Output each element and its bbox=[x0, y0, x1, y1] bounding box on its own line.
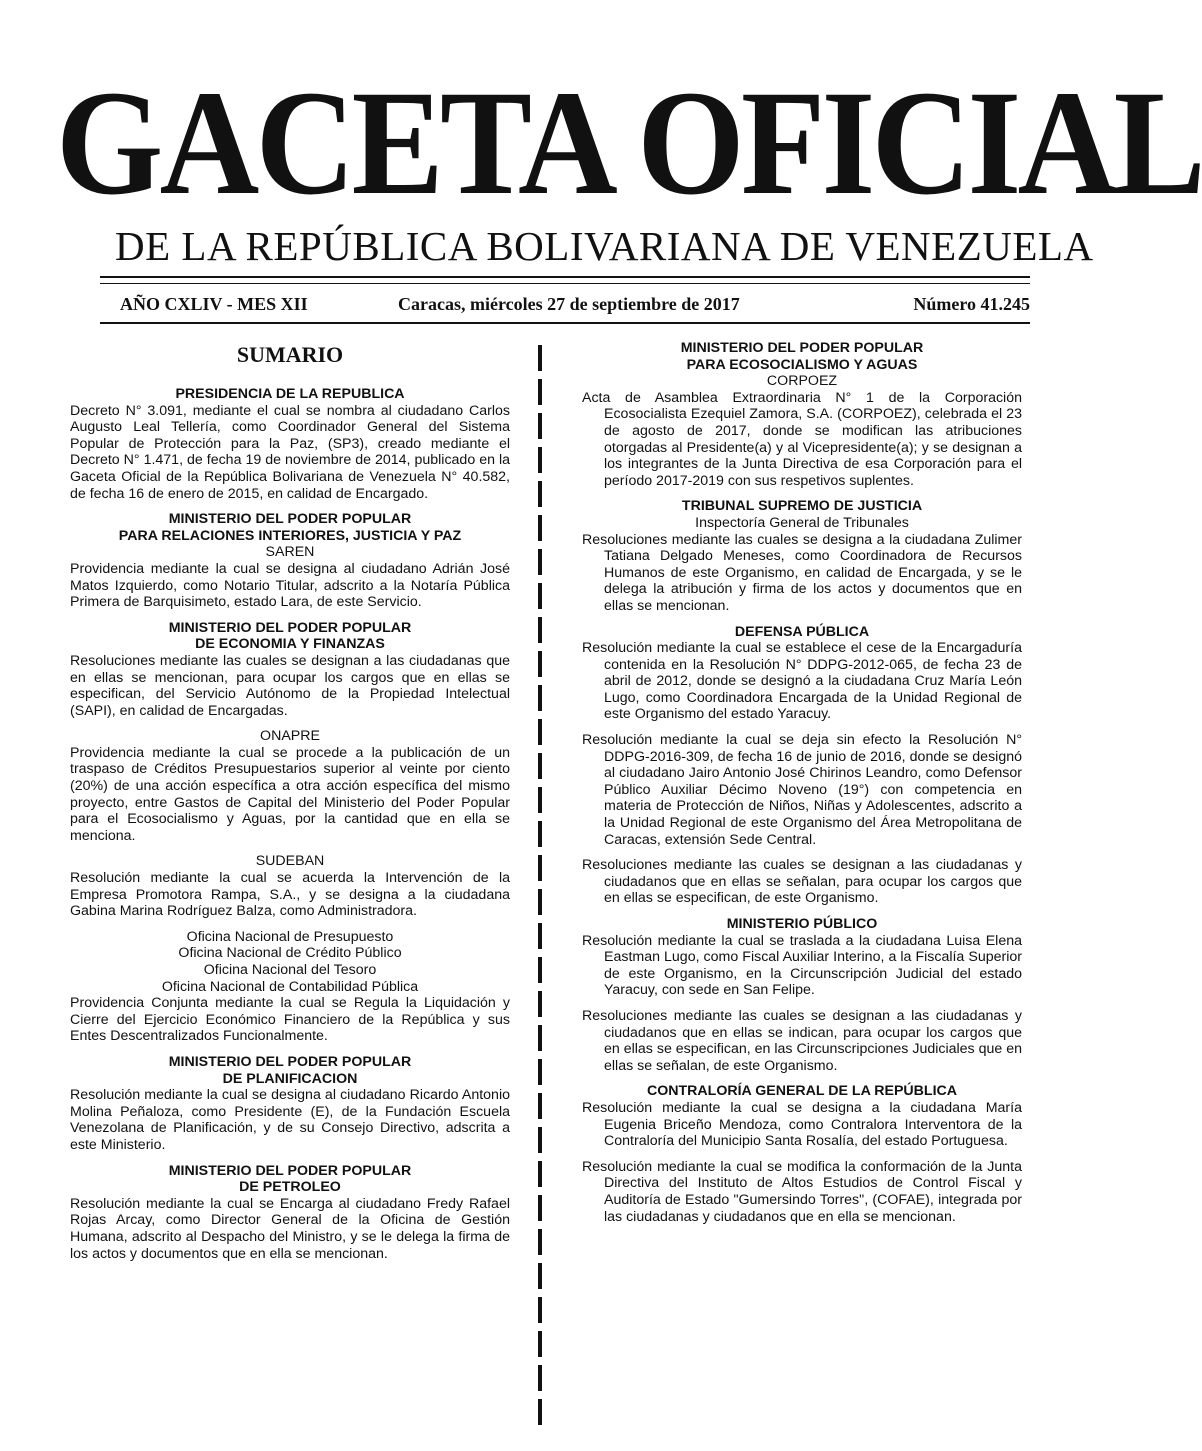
issue-number: Número 41.245 bbox=[913, 294, 1030, 314]
section-subheading: CORPOEZ bbox=[766, 373, 838, 390]
sumario-entry: Resolución mediante la cual se establece el cese de la Encargaduría contenida en la Resolución N° DDPG-2012-065, de fecha 23 de abril de 2012, donde se designó a la ciudadana Cruz María León Lugo, como Coordinadora Encargada de la Unidad Regional de este Organismo del estado Yaracuy. bbox=[582, 640, 1022, 723]
top-rule-thin bbox=[100, 283, 1030, 284]
sumario-section bbox=[70, 853, 510, 919]
sumario-section bbox=[582, 340, 1022, 489]
top-rule bbox=[100, 276, 1030, 278]
sumario-entry: Acta de Asamblea Extraordinaria N° 1 de la Corporación Ecosocialista Ezequiel Zamora, S.A. (CORPOEZ), celebrada el 23 de agosto de 2017, donde se modifican las atribuciones otorgadas al Presidente(a) y al Vicepresidente(a); y se designan a los integrantes de la Junta Directiva de esa Corporación para el período 2017-2019 con sus respetivos suplentes. bbox=[582, 389, 1022, 489]
sumario-section bbox=[70, 728, 510, 844]
section-heading: MINISTERIO DEL PODER POPULAR DE ECONOMIA Y FINANZAS bbox=[168, 619, 412, 653]
sumario-section bbox=[582, 624, 1022, 908]
section-heading: MINISTERIO PÚBLICO bbox=[726, 916, 878, 932]
section-subheading: SUDEBAN bbox=[255, 853, 325, 870]
section-heading: MINISTERIO DEL PODER POPULAR DE PLANIFICACION bbox=[168, 1053, 412, 1087]
sumario-section bbox=[582, 498, 1022, 614]
gazette-subtitle: DE LA REPÚBLICA BOLIVARIANA DE VENEZUELA bbox=[115, 223, 1094, 269]
sumario-entry: Resolución mediante la cual se traslada a la ciudadana Luisa Elena Eastman Lugo, como Fiscal Auxiliar Interino, a la Fiscalía Superior de este Organismo, en la Circunscripción Judicial del estado Yaracuy, con sede en San Felipe. bbox=[582, 932, 1022, 999]
sumario-section bbox=[70, 929, 510, 1045]
sumario-entry: Decreto N° 3.091, mediante el cual se nombra al ciudadano Carlos Augusto Leal Tellería, como Coordinador General del Sistema Popular de Protección para la Paz, (SP3), creado mediante el Decreto N° 1.471, de fecha 19 de noviembre de 2014, publicado en la Gaceta Oficial de la República Bolivariana de Venezuela N° 40.582, de fecha 16 de enero de 2015, en calidad de Encargado. bbox=[70, 402, 510, 502]
sumario-entry: Resolución mediante la cual se deja sin efecto la Resolución N° DDPG-2016-309, de fecha 16 de junio de 2016, donde se designó al ciudadano Jairo Antonio José Chirinos Leandro, como Defensor Público Auxiliar Décimo Noveno (19°) con competencia en materia de Protección de Niños, Niñas y Adolescentes, adscrito a la Unidad Regional de este Organismo del Área Metropolitana de Caracas, extensión Sede Central. bbox=[582, 732, 1022, 848]
section-subheading: SAREN bbox=[265, 544, 315, 561]
sumario-entry: Resoluciones mediante las cuales se designan a las ciudadanas y ciudadanos que en ellas se indican, para ocupar los cargos que en ellas se especifican, en las Circunscripciones Judiciales que en ellas se señalan, de este Organismo. bbox=[582, 1007, 1022, 1074]
dateline bbox=[120, 294, 1030, 324]
section-subheading: Inspectoría General de Tribunales bbox=[695, 514, 909, 531]
section-heading: MINISTERIO DEL PODER POPULAR DE PETROLEO bbox=[168, 1162, 412, 1196]
sumario-title: SUMARIO bbox=[236, 342, 344, 367]
section-subheading: ONAPRE bbox=[260, 728, 320, 745]
sumario-section bbox=[70, 620, 510, 720]
section-heading: CONTRALORÍA GENERAL DE LA REPÚBLICA bbox=[646, 1083, 958, 1100]
right-column bbox=[582, 340, 1022, 1234]
sumario-entry: Resoluciones mediante las cuales se designan a las ciudadanas y ciudadanos que en ellas se señalan, para ocupar los cargos que en ellas se especifican, de este Organismo. bbox=[582, 857, 1022, 907]
sumario-entry: Resolución mediante la cual se acuerda la Intervención de la Empresa Promotora Rampa, S.A., y se designa a la ciudadana Gabina Marina Rodríguez Balza, como Administradora. bbox=[70, 870, 510, 920]
section-heading: DEFENSA PÚBLICA bbox=[734, 623, 870, 640]
section-heading: MINISTERIO DEL PODER POPULAR PARA ECOSOCIALISMO Y AGUAS bbox=[680, 340, 924, 373]
issue-year: AÑO CXLIV - MES XII bbox=[120, 294, 308, 314]
sumario-entry: Providencia mediante la cual se designa al ciudadano Adrián José Matos Izquierdo, como Notario Titular, adscrito a la Notaría Pública Primera de Barquisimeto, estado Lara, de este Servicio. bbox=[70, 560, 510, 611]
section-subheading: Oficina Nacional de Presupuesto Oficina Nacional de Crédito Público Oficina Nacional del Tesoro Oficina Nacional de Contabilidad Pública bbox=[161, 928, 419, 995]
sumario-section bbox=[582, 916, 1022, 1074]
sumario-entry: Resolución mediante la cual se designa a la ciudadana María Eugenia Briceño Mendoza, como Contralora Interventora de la Contraloría del Municipio Santa Rosalía, del estado Portuguesa. bbox=[582, 1099, 1022, 1150]
section-heading: PRESIDENCIA DE LA REPUBLICA bbox=[175, 386, 405, 402]
section-heading: MINISTERIO DEL PODER POPULAR PARA RELACIONES INTERIORES, JUSTICIA Y PAZ bbox=[118, 511, 462, 544]
section-heading: TRIBUNAL SUPREMO DE JUSTICIA bbox=[681, 498, 923, 515]
issue-date: Caracas, miércoles 27 de septiembre de 2017 bbox=[398, 294, 740, 314]
sumario-entry: Providencia Conjunta mediante la cual se Regula la Liquidación y Cierre del Ejercicio Económico Financiero de la República y sus Entes Descentralizados Funcionalmente. bbox=[70, 995, 510, 1045]
sumario-section bbox=[70, 1054, 510, 1154]
sumario-entry: Resolución mediante la cual se modifica la conformación de la Junta Directiva del Instituto de Altos Estudios de Control Fiscal y Auditoría de Estado "Gumersindo Torres", (COFAE), integrada por las ciudadanas y ciudadanos que en ella se mencionan. bbox=[582, 1158, 1022, 1225]
sumario-section bbox=[582, 1083, 1022, 1225]
masthead bbox=[56, 58, 1202, 228]
sumario-entry: Resolución mediante la cual se Encarga al ciudadano Fredy Rafael Rojas Arcay, como Director General de la Oficina de Gestión Humana, adscrito al Despacho del Ministro, y se le delega la firma de los actos y documentos que en ella se mencionan. bbox=[70, 1195, 510, 1262]
sumario-entry: Resolución mediante la cual se designa al ciudadano Ricardo Antonio Molina Peñaloza, como Presidente (E), de la Fundación Escuela Venezolana de Planificación, y de su Consejo Directivo, adscrita a este Ministerio. bbox=[70, 1087, 510, 1153]
sumario-section bbox=[70, 386, 510, 502]
sumario-entry: Providencia mediante la cual se procede a la publicación de un traspaso de Créditos Presupuestarios superior al veinte por ciento (20%) de una acción específica a otra acción específica del mismo proyecto, entre Gastos de Capital del Ministerio del Poder Popular para el Ecosocialismo y Aguas, por la cantidad que en ella se menciona. bbox=[70, 744, 510, 844]
column-divider bbox=[538, 345, 542, 1425]
dateline-rule bbox=[100, 322, 1030, 324]
left-column bbox=[70, 340, 510, 1271]
gazette-title: GACETA OFICIAL bbox=[56, 60, 1202, 226]
sumario-section bbox=[70, 511, 510, 611]
sumario-section bbox=[70, 1163, 510, 1263]
sumario-entry: Resoluciones mediante las cuales se designa a la ciudadana Zulimer Tatiana Delgado Meneses, como Coordinadora de Recursos Humanos de este Organismo, en calidad de Encargada, y se le delega la atribución y firma de los actos y documentos que en ellas se mencionan. bbox=[582, 531, 1022, 614]
sumario-entry: Resoluciones mediante las cuales se designan a las ciudadanas que en ellas se mencionan, para ocupar los cargos que en ellas se especifican, del Servicio Autónomo de la Propiedad Intelectual (SAPI), en calidad de Encargadas. bbox=[70, 652, 510, 719]
